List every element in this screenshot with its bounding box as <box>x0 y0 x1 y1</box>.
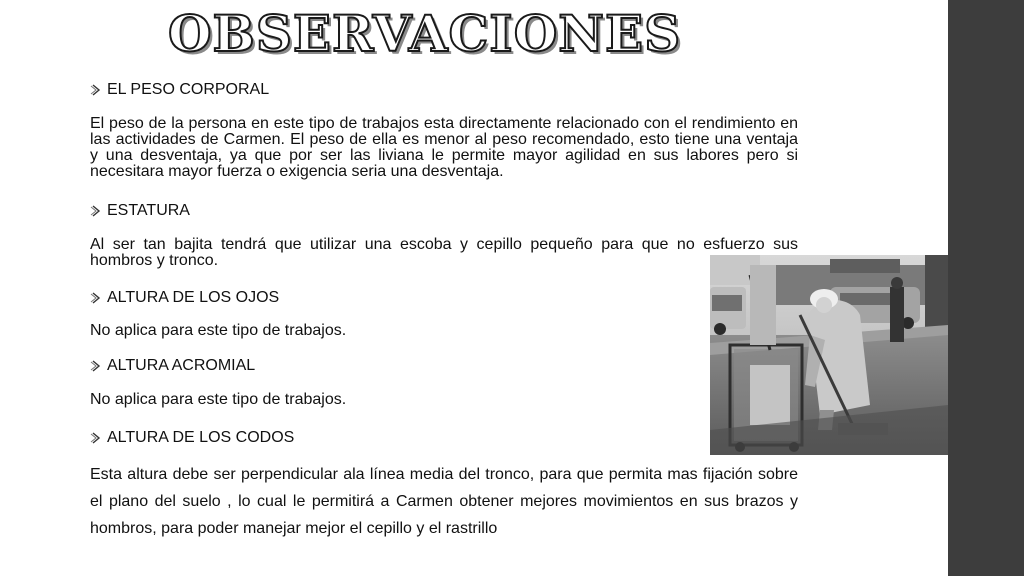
bullet-label: ALTURA DE LOS CODOS <box>107 429 295 446</box>
bullet-peso-corporal <box>89 81 269 99</box>
paragraph-peso-corporal: El peso de la persona en este tipo de trabajos esta directamente relacionado con el rendimiento en las actividades de Carmen. El peso de ella es menor al peso recomendado, esto tiene una ventaja y una desventaja, ya que por ser las liviana le permite mayor agilidad en sus labores pero si necesitara mayor fuerza o exigencia seria una desventaja. <box>90 115 798 180</box>
paragraph-estatura: Al ser tan bajita tendrá que utilizar una escoba y cepillo pequeño para que no esfuerzo sus hombros y tronco. <box>90 236 798 269</box>
slide-title: OBSERVACIONES <box>168 4 682 63</box>
bullet-estatura <box>89 202 190 220</box>
bullet-label: EL PESO CORPORAL <box>107 81 270 98</box>
bullet-altura-acromial <box>89 357 255 375</box>
bullet-label: ALTURA ACROMIAL <box>107 357 256 374</box>
bullet-altura-codos <box>89 429 294 447</box>
bullet-altura-ojos <box>89 289 279 307</box>
sidebar-band <box>948 0 1024 576</box>
arrow-bullet-icon <box>89 83 103 97</box>
bullet-label: ESTATURA <box>107 202 190 219</box>
arrow-bullet-icon <box>89 291 103 305</box>
arrow-bullet-icon <box>89 431 103 445</box>
worker-photo <box>710 255 948 455</box>
paragraph-altura-ojos: No aplica para este tipo de trabajos. <box>90 322 347 339</box>
arrow-bullet-icon <box>89 359 103 373</box>
paragraph-altura-codos: Esta altura debe ser perpendicular ala línea media del tronco, para que permita mas fijación sobre el plano del suelo , lo cual le permitirá a Carmen obtener mejores movimientos en sus brazos y hombros, para poder manejar mejor el cepillo y el rastrillo <box>90 466 798 537</box>
paragraph-altura-acromial: No aplica para este tipo de trabajos. <box>90 391 347 408</box>
arrow-bullet-icon <box>89 204 103 218</box>
bullet-label: ALTURA DE LOS OJOS <box>107 289 280 306</box>
